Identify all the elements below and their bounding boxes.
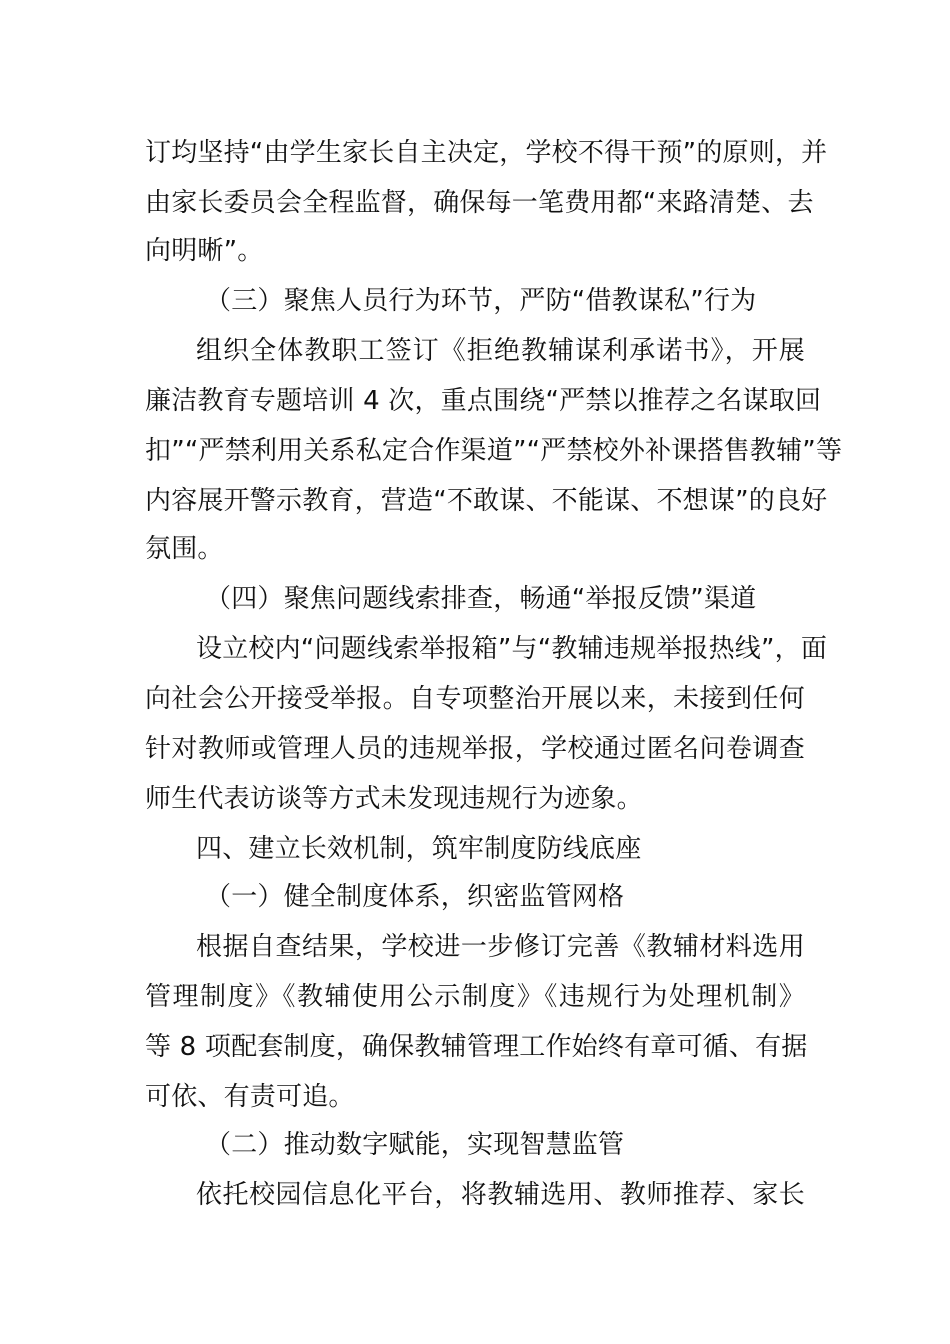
paragraph-line-17: 根据自查结果，学校进一步修订完善《教辅材料选用 <box>196 932 805 962</box>
paragraph-line-3: 向明晰”。 <box>145 236 264 266</box>
paragraph-line-14: 师生代表访谈等方式未发现违规行为迹象。 <box>145 784 643 814</box>
paragraph-line-6: 廉洁教育专题培训 4 次，重点围绕“严禁以推荐之名谋取回 <box>145 386 822 416</box>
paragraph-line-12: 向社会公开接受举报。自专项整治开展以来，未接到任何 <box>145 684 805 714</box>
section-heading-1: （一）健全制度体系，织密监管网格 <box>205 882 625 912</box>
paragraph-line-11: 设立校内“问题线索举报箱”与“教辅违规举报热线”，面 <box>196 634 828 664</box>
paragraph-line-19: 等 8 项配套制度，确保教辅管理工作始终有章可循、有据 <box>145 1032 808 1062</box>
section-heading-3: （三）聚焦人员行为环节，严防“借教谋私”行为 <box>205 286 757 316</box>
paragraph-line-22: 依托校园信息化平台，将教辅选用、教师推荐、家长 <box>196 1180 805 1210</box>
paragraph-line-8: 内容展开警示教育，营造“不敢谋、不能谋、不想谋”的良好 <box>145 486 828 516</box>
paragraph-line-18: 管理制度》《教辅使用公示制度》《违规行为处理机制》 <box>145 982 805 1012</box>
paragraph-line-1: 订均坚持“由学生家长自主决定，学校不得干预”的原则，并 <box>145 138 828 168</box>
paragraph-line-20: 可依、有责可追。 <box>145 1082 355 1112</box>
paragraph-line-7: 扣”“严禁利用关系私定合作渠道”“严禁校外补课搭售教辅”等 <box>145 436 843 466</box>
section-heading-4: （四）聚焦问题线索排查，畅通“举报反馈”渠道 <box>205 584 757 614</box>
section-heading-2: （二）推动数字赋能，实现智慧监管 <box>205 1130 625 1160</box>
paragraph-line-2: 由家长委员会全程监督，确保每一笔费用都“来路清楚、去 <box>145 188 814 218</box>
paragraph-line-5: 组织全体教职工签订《拒绝教辅谋利承诺书》，开展 <box>196 336 805 366</box>
paragraph-line-9: 氛围。 <box>145 534 224 564</box>
chapter-heading-4: 四、建立长效机制，筑牢制度防线底座 <box>196 834 642 864</box>
paragraph-line-13: 针对教师或管理人员的违规举报，学校通过匿名问卷调查 <box>145 734 805 764</box>
